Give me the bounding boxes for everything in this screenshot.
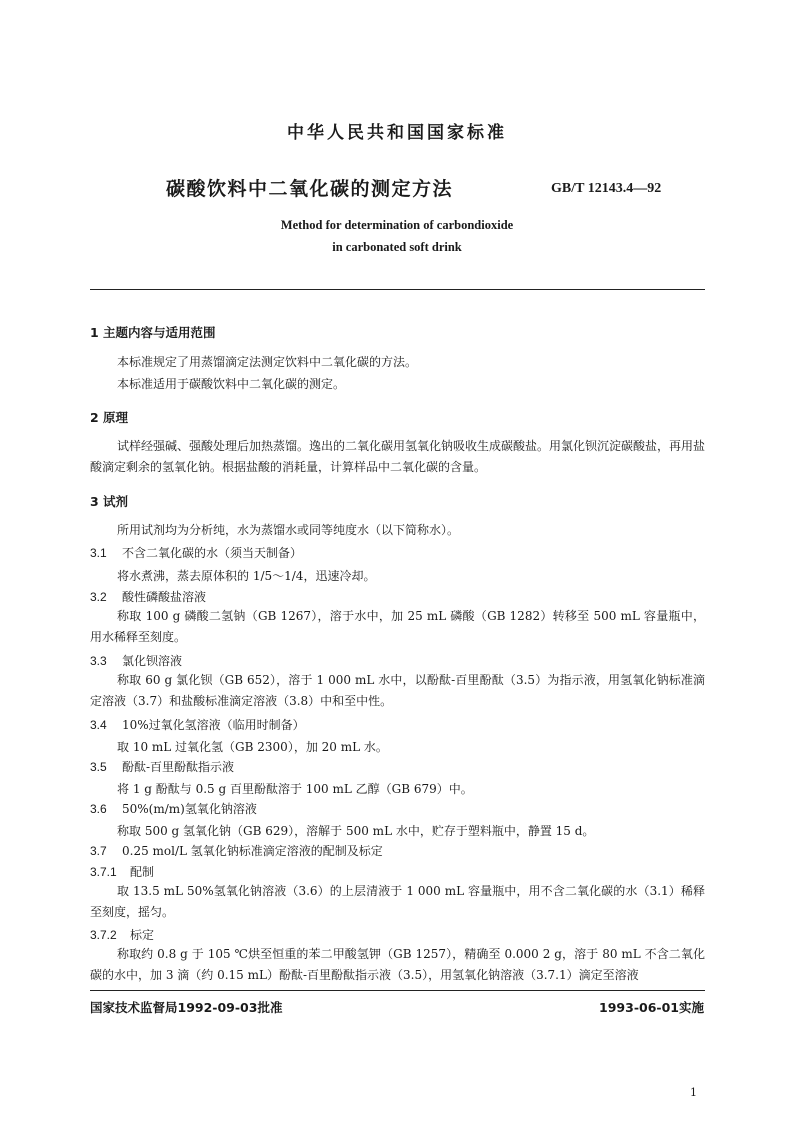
item-3-4-text: 取 10 mL 过氧化氢（GB 2300），加 20 mL 水。 <box>117 740 388 754</box>
footer-rule <box>90 990 705 991</box>
page-number: 1 <box>690 1086 697 1099</box>
item-3-6-title: 3.6 50%(m/m)氢氧化钠溶液 <box>90 802 257 816</box>
item-3-2-title: 3.2 酸性磷酸盐溶液 <box>90 590 207 604</box>
section-1-heading: 1 主题内容与适用范围 <box>90 325 216 340</box>
item-3-7-1-title: 3.7.1 配制 <box>90 865 155 879</box>
approval-date: 国家技术监督局1992-09-03批准 <box>90 1000 283 1015</box>
section-2-heading: 2 原理 <box>90 410 129 425</box>
section-2-paragraph: 试样经强碱、强酸处理后加热蒸馏。逸出的二氧化碳用氢氧化钠吸收生成碳酸盐。用氯化钡沉淀碳酸盐，再用盐酸滴定剩余的氢氧化钠。根据盐酸的消耗量，计算样品中二氧化碳的含量。 <box>90 439 706 474</box>
item-3-6-text: 称取 500 g 氢氧化钠（GB 629），溶解于 500 mL 水中，贮存于塑料瓶中，静置 15 d。 <box>117 824 595 838</box>
item-3-4-title: 3.4 10%过氧化氢溶液（临用时制备） <box>90 718 305 732</box>
national-standard-heading: 中华人民共和国国家标准 <box>287 123 507 143</box>
section-1-line-2: 本标准适用于碳酸饮料中二氧化碳的测定。 <box>117 377 346 391</box>
section-3-intro: 所用试剂均为分析纯，水为蒸馏水或同等纯度水（以下简称水）。 <box>117 523 460 537</box>
document-title: 碳酸饮料中二氧化碳的测定方法 <box>166 178 454 200</box>
item-3-7-2-text: 称取约 0.8 g 于 105 ℃烘至恒重的苯二甲酸氢钾（GB 1257），精确至 0.000 2 g，溶于 80 mL 不含二氧化碳的水中，加 3 滴（约 0.15 mL）酚酞-百里酚酞指示液（3.5），用氢氧化钠溶液（3.7.1）滴定至溶液 <box>90 947 705 982</box>
implementation-date: 1993-06-01实施 <box>599 1000 704 1015</box>
item-3-5-title: 3.5 酚酞-百里酚酞指示液 <box>90 760 235 774</box>
section-1-line-1: 本标准规定了用蒸馏滴定法测定饮料中二氧化碳的方法。 <box>117 355 418 369</box>
header-rule <box>90 289 705 290</box>
english-title-line1: Method for determination of carbondioxide <box>280 218 514 232</box>
section-3-heading: 3 试剂 <box>90 494 129 509</box>
item-3-7-2-title: 3.7.2 标定 <box>90 928 155 942</box>
item-3-1-title: 3.1 不含二氧化碳的水（须当天制备） <box>90 546 303 560</box>
item-3-3-title: 3.3 氯化钡溶液 <box>90 654 183 668</box>
english-title-line2: in carbonated soft drink <box>332 240 462 254</box>
standard-code: GB/T 12143.4—92 <box>551 181 662 196</box>
item-3-7-title: 3.7 0.25 mol/L 氢氧化钠标准滴定溶液的配制及标定 <box>90 844 383 858</box>
item-3-2-text: 称取 100 g 磷酸二氢钠（GB 1267），溶于水中，加 25 mL 磷酸（GB 1282）转移至 500 mL 容量瓶中，用水稀释至刻度。 <box>90 609 705 644</box>
item-3-1-text: 将水煮沸，蒸去原体积的 1/5～1/4，迅速冷却。 <box>117 569 376 583</box>
item-3-5-text: 将 1 g 酚酞与 0.5 g 百里酚酞溶于 100 mL 乙醇（GB 679）中。 <box>117 782 473 796</box>
item-3-7-1-text: 取 13.5 mL 50%氢氧化钠溶液（3.6）的上层清液于 1 000 mL 容量瓶中，用不含二氧化碳的水（3.1）稀释至刻度，摇匀。 <box>90 884 705 919</box>
item-3-3-text: 称取 60 g 氯化钡（GB 652），溶于 1 000 mL 水中，以酚酞-百里酚酞（3.5）为指示液，用氢氧化钠标准滴定溶液（3.7）和盐酸标准滴定溶液（3.8）中和至中性。 <box>90 673 705 708</box>
